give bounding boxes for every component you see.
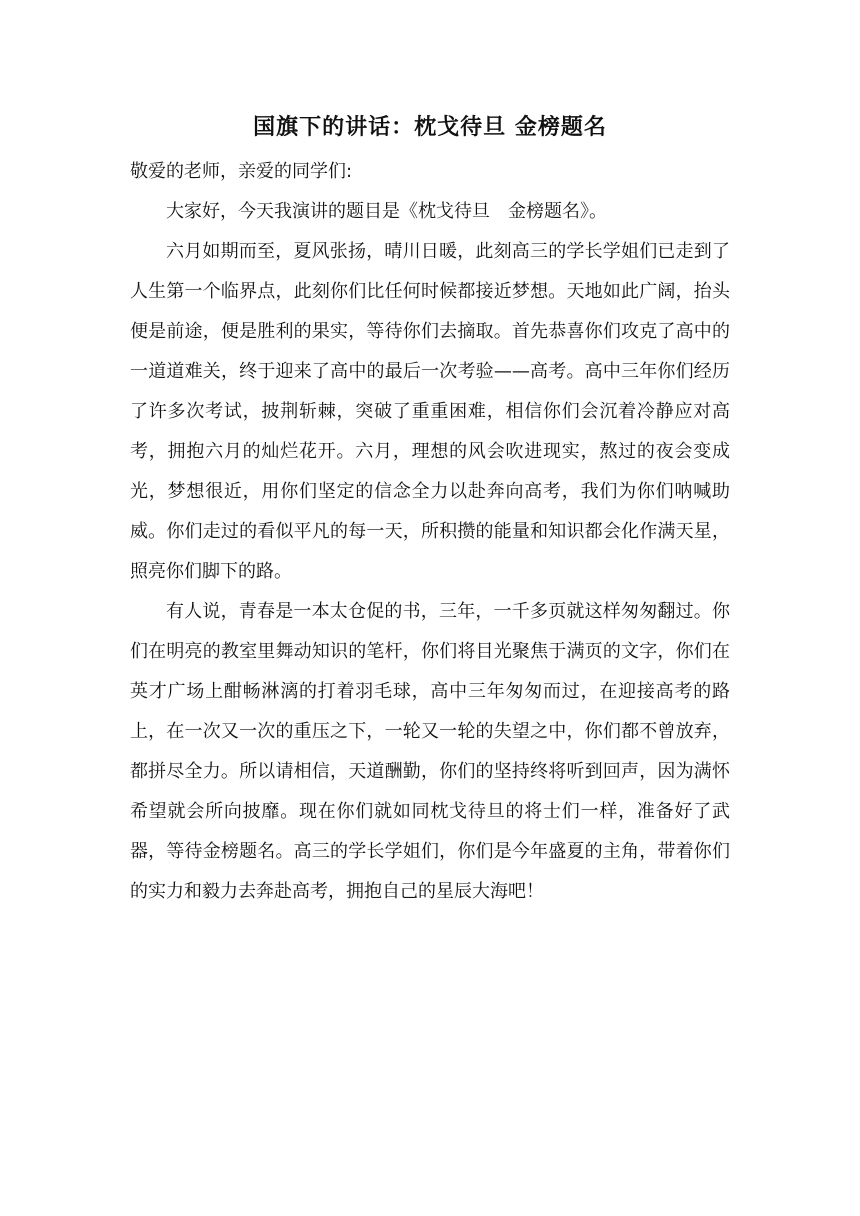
salutation: 敬爱的老师，亲爱的同学们: — [130, 161, 353, 182]
speech-body — [130, 152, 730, 912]
document-title: 国旗下的讲话：枕戈待旦 金榜题名 — [253, 115, 607, 140]
paragraph-june: 六月如期而至，夏风张扬，晴川日暖，此刻高三的学长学姐们已走到了人生第一个临界点，此刻你们比任何时候都接近梦想。天地如此广阔，抬头便是前途，便是胜利的果实，等待你们去摘取。首先恭喜你们攻克了高中的一道道难关，终于迎来了高中的最后一次考验——高考。高中三年你们经历了许多次考试，披荆斩棘，突破了重重困难，相信你们会沉着冷静应对高考，拥抱六月的灿烂花开。六月，理想的风会吹进现实，熬过的夜会变成光，梦想很近，用你们坚定的信念全力以赴奔向高考，我们为你们呐喊助威。你们走过的看似平凡的每一天，所积攒的能量和知识都会化作满天星，照亮你们脚下的路。 — [130, 241, 730, 582]
paragraph-greeting: 大家好，今天我演讲的题目是《枕戈待旦 金榜题名》。 — [166, 201, 607, 222]
paragraph-youth: 有人说，青春是一本太仓促的书，三年，一千多页就这样匆匆翻过。你们在明亮的教室里舞动知识的笔杆，你们将目光聚焦于满页的文字，你们在英才广场上酣畅淋漓的打着羽毛球，高中三年匆匆而过，在迎接高考的路上，在一次又一次的重压之下，一轮又一轮的失望之中，你们都不曾放弃，都拼尽全力。所以请相信，天道酬勤，你们的坚持终将听到回声，因为满怀希望就会所向披靡。现在你们就如同枕戈待旦的将士们一样，准备好了武器，等待金榜题名。高三的学长学姐们，你们是今年盛夏的主角，带着你们的实力和毅力去奔赴高考，拥抱自己的星辰大海吧！ — [130, 601, 730, 902]
